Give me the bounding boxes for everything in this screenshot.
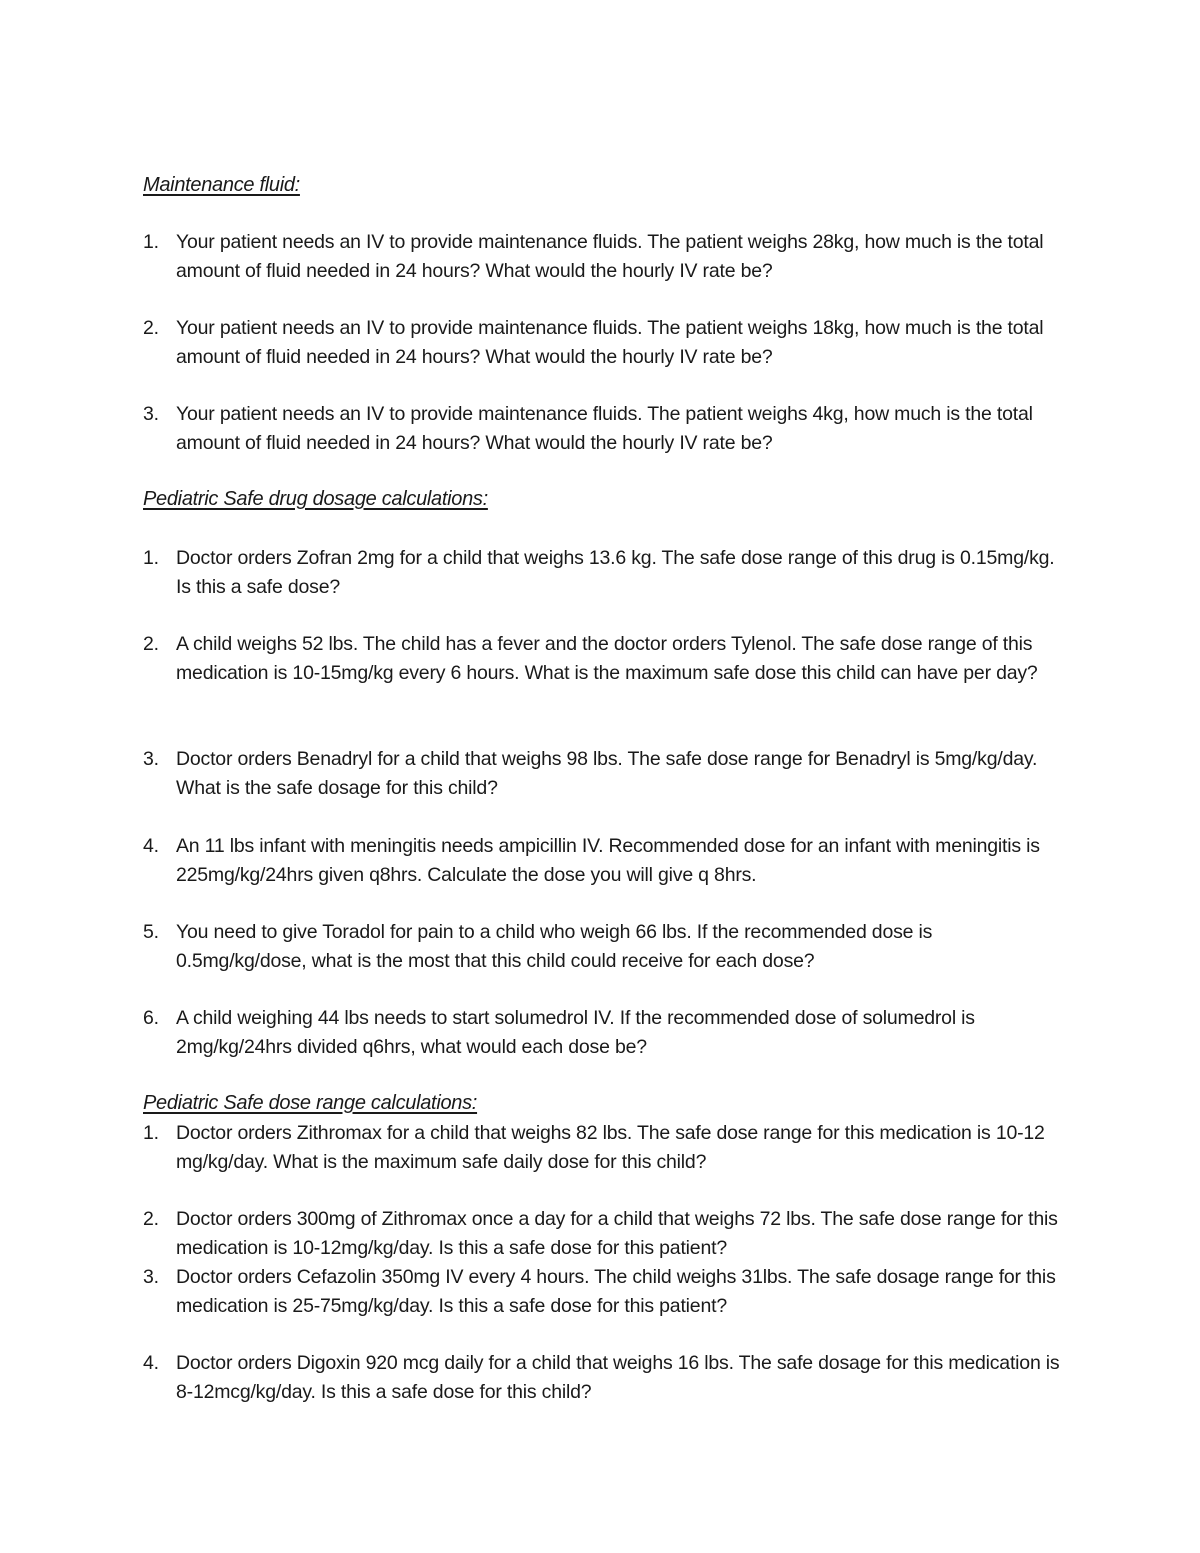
question-text: An 11 lbs infant with meningitis needs ampicillin IV. Recommended dose for an infant with meningitis is 225mg/kg/24hrs given q8hrs. Calculate the dose you will give q 8hrs. (176, 835, 1040, 886)
question-text: Doctor orders Zofran 2mg for a child that weighs 13.6 kg. The safe dose range of this drug is 0.15mg/kg. Is this a safe dose? (176, 547, 1055, 598)
question-number: 5. (143, 921, 159, 943)
question-number: 4. (143, 835, 159, 857)
question-item (143, 1263, 1063, 1321)
question-item (143, 228, 1063, 286)
question-item (143, 918, 1063, 976)
question-item (143, 630, 1063, 688)
question-text: Doctor orders Benadryl for a child that weighs 98 lbs. The safe dose range for Benadryl is 5mg/kg/day. What is the safe dosage for this child? (176, 748, 1038, 799)
question-number: 2. (143, 633, 159, 655)
question-number: 4. (143, 1352, 159, 1374)
question-item (143, 1004, 1063, 1062)
question-number: 3. (143, 748, 159, 770)
question-text: Doctor orders Digoxin 920 mcg daily for a child that weighs 16 lbs. The safe dosage for this medication is 8-12mcg/kg/day. Is this a safe dose for this child? (176, 1352, 1060, 1403)
question-text: Doctor orders 300mg of Zithromax once a day for a child that weighs 72 lbs. The safe dose range for this medication is 10-12mg/kg/day. Is this a safe dose for this patient? (176, 1208, 1058, 1259)
question-item (143, 314, 1063, 372)
question-item (143, 400, 1063, 458)
question-text: Your patient needs an IV to provide maintenance fluids. The patient weighs 4kg, how much is the total amount of fluid needed in 24 hours? What would the hourly IV rate be? (176, 403, 1033, 454)
question-text: A child weighs 52 lbs. The child has a fever and the doctor orders Tylenol. The safe dose range of this medication is 10-15mg/kg every 6 hours. What is the maximum safe dose this child can have per day? (176, 633, 1038, 684)
question-text: Doctor orders Zithromax for a child that weighs 82 lbs. The safe dose range for this medication is 10-12 mg/kg/day. What is the maximum safe daily dose for this child? (176, 1122, 1045, 1173)
question-text: Doctor orders Cefazolin 350mg IV every 4 hours. The child weighs 31lbs. The safe dosage range for this medication is 25-75mg/kg/day. Is this a safe dose for this patient? (176, 1266, 1056, 1317)
question-item (143, 544, 1063, 602)
question-item (143, 832, 1063, 890)
question-item (143, 1119, 1063, 1177)
question-number: 6. (143, 1007, 159, 1029)
section-heading-maintenance-fluid: Maintenance fluid: (143, 174, 300, 196)
question-number: 3. (143, 1266, 159, 1288)
question-number: 1. (143, 1122, 159, 1144)
question-item (143, 1349, 1063, 1407)
question-number: 2. (143, 1208, 159, 1230)
question-number: 3. (143, 403, 159, 425)
question-item (143, 745, 1063, 803)
question-number: 1. (143, 231, 159, 253)
question-number: 1. (143, 547, 159, 569)
question-text: You need to give Toradol for pain to a child who weigh 66 lbs. If the recommended dose is 0.5mg/kg/dose, what is the most that this child could receive for each dose? (176, 921, 933, 972)
question-text: Your patient needs an IV to provide maintenance fluids. The patient weighs 18kg, how much is the total amount of fluid needed in 24 hours? What would the hourly IV rate be? (176, 317, 1044, 368)
question-text: A child weighing 44 lbs needs to start solumedrol IV. If the recommended dose of solumedrol is 2mg/kg/24hrs divided q6hrs, what would each dose be? (176, 1007, 975, 1058)
section-heading-dose-range: Pediatric Safe dose range calculations: (143, 1092, 478, 1114)
question-number: 2. (143, 317, 159, 339)
question-text: Your patient needs an IV to provide maintenance fluids. The patient weighs 28kg, how much is the total amount of fluid needed in 24 hours? What would the hourly IV rate be? (176, 231, 1044, 282)
question-item (143, 1205, 1063, 1263)
section-heading-drug-dosage: Pediatric Safe drug dosage calculations: (143, 488, 488, 510)
